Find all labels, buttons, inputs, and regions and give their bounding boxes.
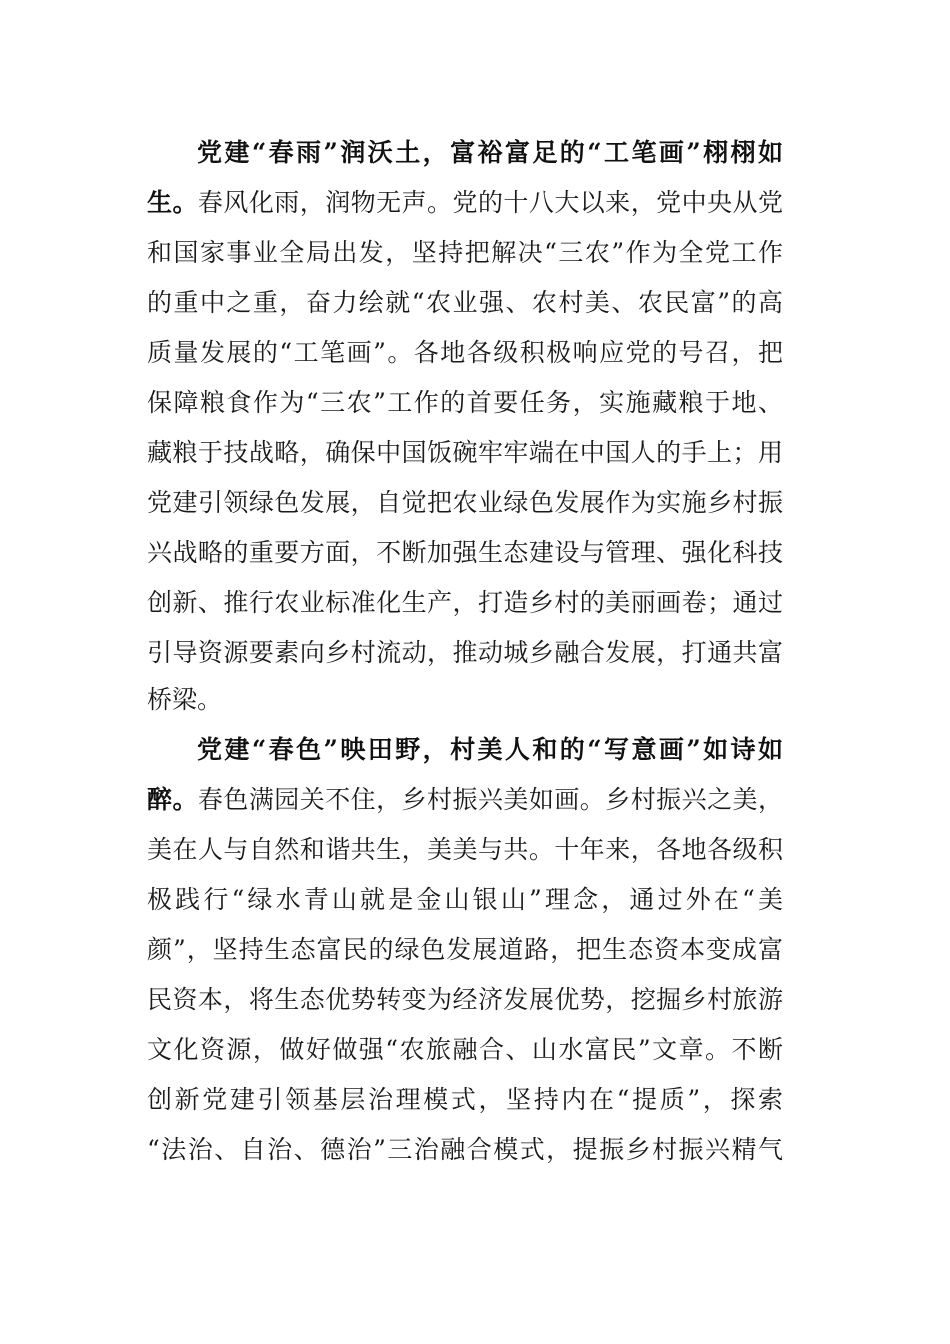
paragraph-1-line-12: 桥梁。 — [147, 685, 223, 714]
paragraph-1-heading-end: 生。 — [147, 188, 198, 217]
paragraph-2-line-2: 醉。春色满园关不住，乡村振兴美如画。乡村振兴之美， — [147, 785, 783, 814]
paragraph-2-line-6: 民资本，将生态优势转变为经济发展优势，挖掘乡村旅游 — [147, 985, 783, 1014]
paragraph-1-line-7: 藏粮于技战略，确保中国饭碗牢牢端在中国人的手上；用 — [147, 438, 783, 467]
paragraph-1-line-9: 兴战略的重要方面，不断加强生态建设与管理、强化科技 — [147, 538, 783, 567]
paragraph-1-line-6: 保障粮食作为“三农”工作的首要任务，实施藏粮于地、 — [147, 388, 783, 417]
paragraph-1-line-5: 质量发展的“工笔画”。各地各级积极响应党的号召，把 — [147, 338, 783, 367]
paragraph-1-line-1 — [197, 128, 783, 178]
paragraph-2-line-8: 创新党建引领基层治理模式，坚持内在“提质”，探索 — [147, 1085, 783, 1114]
paragraph-2-line-3: 美在人与自然和谐共生，美美与共。十年来，各地各级积 — [147, 835, 783, 864]
paragraph-2-line-9: “法治、自治、德治”三治融合模式，提振乡村振兴精气 — [147, 1135, 783, 1164]
paragraph-2-line-7: 文化资源，做好做强“农旅融合、山水富民”文章。不断 — [147, 1035, 783, 1064]
paragraph-1-line-3: 和国家事业全局出发，坚持把解决“三农”作为全党工作 — [147, 238, 783, 267]
paragraph-1-line-8: 党建引领绿色发展，自觉把农业绿色发展作为实施乡村振 — [147, 488, 783, 517]
paragraph-1-line-4: 的重中之重，奋力绘就“农业强、农村美、农民富”的高 — [147, 288, 783, 317]
paragraph-1-line-10: 创新、推行农业标准化生产，打造乡村的美丽画卷；通过 — [147, 588, 783, 617]
paragraph-2-line-5: 颜”，坚持生态富民的绿色发展道路，把生态资本变成富 — [147, 935, 783, 964]
paragraph-2-heading: 党建“春色”映田野，村美人和的“写意画”如诗如 — [197, 735, 783, 764]
paragraph-2-line-4: 极践行“绿水青山就是金山银山”理念，通过外在“美 — [147, 885, 783, 914]
paragraph-2-heading-end: 醉。 — [147, 785, 198, 814]
paragraph-1-heading: 党建“春雨”润沃土，富裕富足的“工笔画”栩栩如 — [197, 138, 783, 167]
paragraph-1-line-11: 引导资源要素向乡村流动，推动城乡融合发展，打通共富 — [147, 638, 783, 667]
paragraph-1-line-2: 生。春风化雨，润物无声。党的十八大以来，党中央从党 — [147, 188, 783, 217]
paragraph-2-line-1 — [197, 725, 783, 775]
